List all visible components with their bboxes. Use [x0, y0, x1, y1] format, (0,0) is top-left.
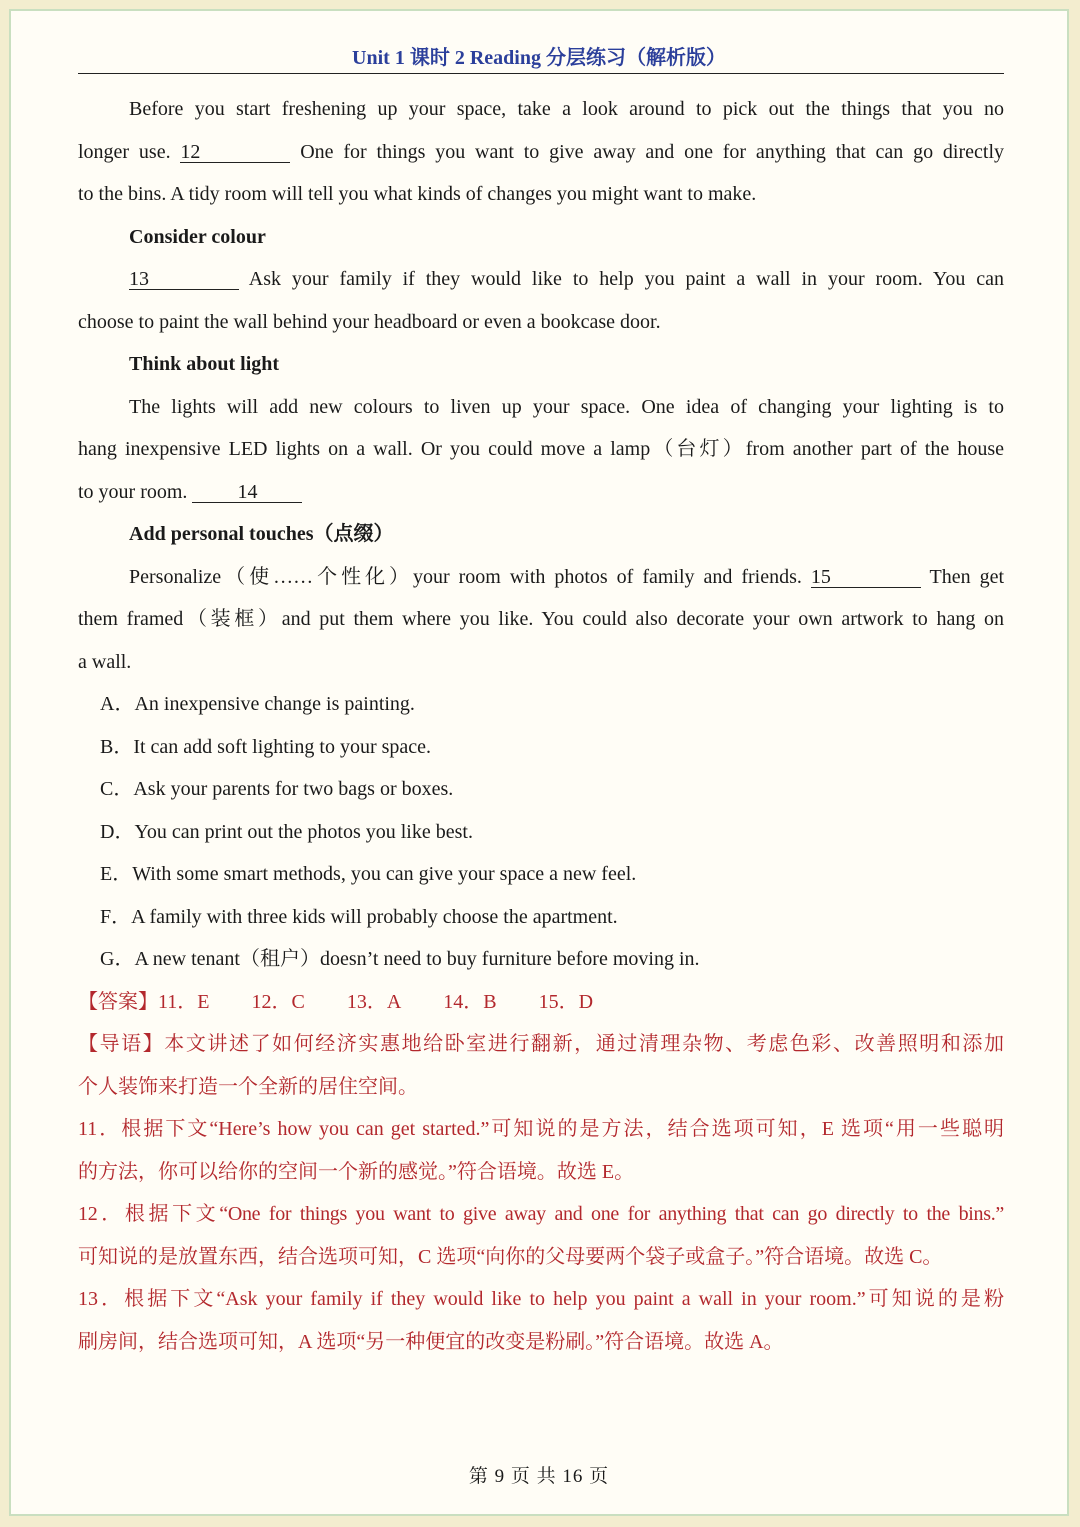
section-heading-light: Think about light: [129, 353, 280, 375]
answer-item: 14．B: [443, 990, 497, 1013]
document-page: [9, 9, 1069, 1516]
explanation-12-line: 12．根据下文“One for things you want to give away and one for anything that can go directly to the bins.”: [78, 1203, 1004, 1225]
passage-line: Before you start freshening up your space, take a look around to pick out the things that you no: [129, 98, 1004, 120]
passage-line: [78, 556, 1004, 599]
explanation-11-line: 的方法，你可以给你的空间一个新的感觉。”符合语境。故选 E。: [78, 1160, 635, 1183]
explanation-13-line: 刷房间，结合选项可知，A 选项“另一种便宜的改变是粉刷。”符合语境。故选 A。: [78, 1330, 784, 1353]
option-g: G．A new tenant（租户）doesn’t need to buy furniture before moving in.: [100, 948, 700, 970]
option-e: E．With some smart methods, you can give your space a new feel.: [100, 863, 637, 885]
answer-blank-12: 12: [180, 142, 290, 163]
option-d: D．You can print out the photos you like best.: [100, 820, 473, 843]
passage-line: choose to paint the wall behind your headboard or even a bookcase door.: [78, 310, 661, 333]
text-run: Ask your family if they would like to help you paint a wall in your room. You can: [248, 268, 1004, 290]
guide-line: 【导语】本文讲述了如何经济实惠地给卧室进行翻新，通过清理杂物、考虑色彩、改善照明和添加: [78, 1033, 1004, 1055]
section-heading-colour: Consider colour: [129, 225, 266, 248]
passage-line: [78, 131, 1004, 174]
passage-line: hang inexpensive LED lights on a wall. Or you could move a lamp（台灯）from another part of the house: [78, 438, 1004, 460]
option-b: B．It can add soft lighting to your space.: [100, 735, 432, 758]
header-divider: [78, 73, 1004, 74]
answer-blank-15: 15: [811, 567, 921, 588]
answer-label: 【答案】: [78, 990, 158, 1013]
option-a: A．An inexpensive change is painting.: [100, 693, 415, 715]
passage-line: them framed（装框）and put them where you like. You could also decorate your own artwork to hang on: [78, 608, 1004, 630]
text-run: One for things you want to give away and one for anything that can go directly: [300, 140, 1005, 163]
option-f: F．A family with three kids will probably choose the apartment.: [100, 905, 618, 928]
answer-item: 12．C: [251, 990, 305, 1013]
option-c: C．Ask your parents for two bags or boxes.: [100, 778, 454, 800]
page-number-footer: 第 9 页 共 16 页: [468, 1466, 610, 1487]
text-run: longer use.: [78, 140, 171, 163]
passage-line: to the bins. A tidy room will tell you what kinds of changes you might want to make.: [78, 183, 757, 205]
passage-line: [78, 471, 1004, 514]
guide-line: 个人装饰来打造一个全新的居住空间。: [78, 1075, 418, 1098]
text-run: to your room.: [78, 480, 188, 503]
answer-blank-14: 14: [192, 482, 302, 503]
text-run: Then get: [929, 565, 1005, 588]
answer-key: [78, 981, 1004, 1024]
passage-line: The lights will add new colours to liven up your space. One idea of changing your lighting is to: [129, 395, 1004, 418]
text-run: Personalize（使……个性化）your room with photos of family and friends.: [129, 565, 802, 588]
section-heading-touches: Add personal touches（点缀）: [129, 523, 394, 545]
passage-line: a wall.: [78, 650, 132, 673]
passage-line: [78, 258, 1004, 301]
answer-item: 13．A: [346, 990, 402, 1013]
explanation-13-line: 13．根据下文“Ask your family if they would like to help you paint a wall in your room.”可知说的是粉: [78, 1288, 1004, 1310]
answer-item: 11．E: [158, 990, 210, 1013]
answer-blank-13: 13: [129, 269, 239, 290]
explanation-11-line: 11．根据下文“Here’s how you can get started.”可知说的是方法，结合选项可知，E 选项“用一些聪明: [78, 1118, 1004, 1140]
page-header-title: Unit 1 课时 2 Reading 分层练习（解析版）: [352, 47, 726, 69]
answer-item: 15．D: [538, 990, 594, 1013]
page-content: [78, 88, 1004, 1363]
explanation-12-line: 可知说的是放置东西，结合选项可知，C 选项“向你的父母要两个袋子或盒子。”符合语境。故选 C。: [78, 1245, 943, 1268]
